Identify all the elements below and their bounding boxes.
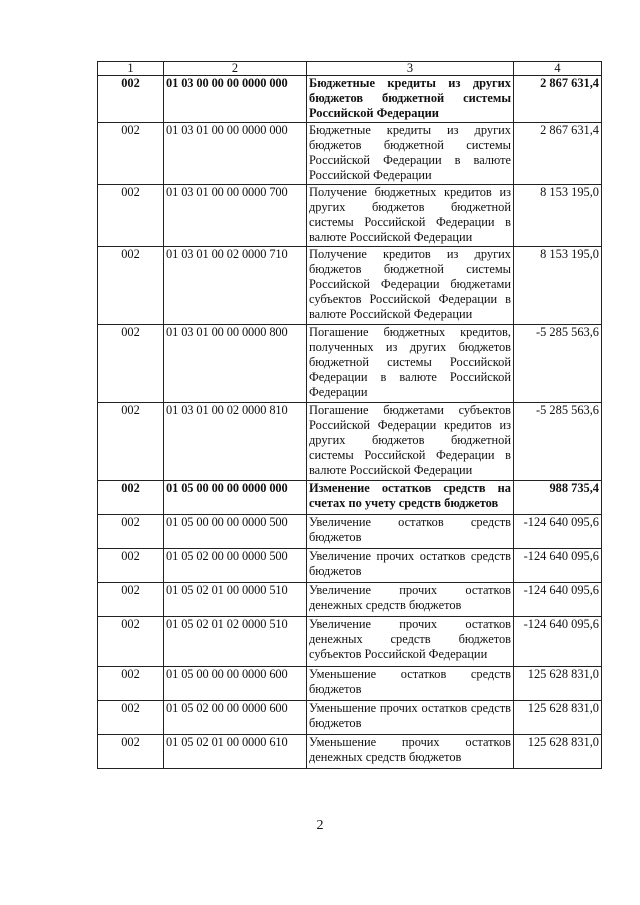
- description-cell: Уменьшение прочих остатков средств бюджетов: [307, 700, 514, 734]
- budget-code-cell: 01 05 02 00 00 0000 500: [164, 548, 307, 582]
- budget-code-cell: 01 05 00 00 00 0000 600: [164, 666, 307, 700]
- table-row: [98, 246, 602, 324]
- budget-code-cell: 01 05 02 01 00 0000 510: [164, 582, 307, 616]
- column-header-3: 3: [307, 62, 514, 76]
- row-number-cell: 002: [98, 582, 164, 616]
- table-row: [98, 666, 602, 700]
- row-number-cell: 002: [98, 700, 164, 734]
- row-number-cell: 002: [98, 246, 164, 324]
- table-row: [98, 76, 602, 123]
- row-number-cell: 002: [98, 402, 164, 480]
- amount-cell: 125 628 831,0: [514, 700, 602, 734]
- description-cell: Изменение остатков средств на счетах по учету средств бюджетов: [307, 480, 514, 514]
- description-cell: Увеличение остатков средств бюджетов: [307, 514, 514, 548]
- amount-cell: 8 153 195,0: [514, 184, 602, 246]
- table-row: [98, 480, 602, 514]
- row-number-cell: 002: [98, 666, 164, 700]
- table-row: [98, 122, 602, 184]
- budget-code-cell: 01 03 01 00 00 0000 000: [164, 122, 307, 184]
- budget-code-cell: 01 05 02 01 02 0000 510: [164, 616, 307, 666]
- table-row: [98, 616, 602, 666]
- row-number-cell: 002: [98, 480, 164, 514]
- description-cell: Погашение бюджетами субъектов Российской Федерации кредитов из других бюджетов бюджетной системы Российской Федерации в валюте Российской Федерации: [307, 402, 514, 480]
- description-cell: Бюджетные кредиты из других бюджетов бюджетной системы Российской Федерации: [307, 76, 514, 123]
- amount-cell: 2 867 631,4: [514, 122, 602, 184]
- row-number-cell: 002: [98, 616, 164, 666]
- table-body: [98, 76, 602, 769]
- description-cell: Увеличение прочих остатков денежных средств бюджетов субъектов Российской Федерации: [307, 616, 514, 666]
- description-cell: Получение бюджетных кредитов из других бюджетов бюджетной системы Российской Федерации в валюте Российской Федерации: [307, 184, 514, 246]
- amount-cell: 988 735,4: [514, 480, 602, 514]
- amount-cell: -124 640 095,6: [514, 548, 602, 582]
- row-number-cell: 002: [98, 548, 164, 582]
- amount-cell: -5 285 563,6: [514, 324, 602, 402]
- column-header-4: 4: [514, 62, 602, 76]
- row-number-cell: 002: [98, 184, 164, 246]
- amount-cell: -124 640 095,6: [514, 582, 602, 616]
- row-number-cell: 002: [98, 514, 164, 548]
- amount-cell: 8 153 195,0: [514, 246, 602, 324]
- amount-cell: -5 285 563,6: [514, 402, 602, 480]
- amount-cell: 2 867 631,4: [514, 76, 602, 123]
- row-number-cell: 002: [98, 734, 164, 768]
- page-number: 2: [316, 818, 324, 833]
- description-cell: Погашение бюджетных кредитов, полученных из других бюджетов бюджетной системы Российской Федерации в валюте Российской Федерации: [307, 324, 514, 402]
- description-cell: Увеличение прочих остатков средств бюджетов: [307, 548, 514, 582]
- table-row: [98, 734, 602, 768]
- budget-code-cell: 01 03 01 00 02 0000 810: [164, 402, 307, 480]
- row-number-cell: 002: [98, 76, 164, 123]
- budget-code-cell: 01 05 00 00 00 0000 500: [164, 514, 307, 548]
- amount-cell: 125 628 831,0: [514, 666, 602, 700]
- description-cell: Уменьшение остатков средств бюджетов: [307, 666, 514, 700]
- column-header-1: 1: [98, 62, 164, 76]
- description-cell: Уменьшение прочих остатков денежных средств бюджетов: [307, 734, 514, 768]
- table-row: [98, 184, 602, 246]
- budget-code-cell: 01 03 01 00 00 0000 700: [164, 184, 307, 246]
- amount-cell: 125 628 831,0: [514, 734, 602, 768]
- table-row: [98, 402, 602, 480]
- amount-cell: -124 640 095,6: [514, 616, 602, 666]
- column-header-2: 2: [164, 62, 307, 76]
- budget-code-cell: 01 05 02 00 00 0000 600: [164, 700, 307, 734]
- budget-code-cell: 01 03 00 00 00 0000 000: [164, 76, 307, 123]
- budget-sources-table: [97, 61, 602, 769]
- row-number-cell: 002: [98, 324, 164, 402]
- budget-code-cell: 01 03 01 00 00 0000 800: [164, 324, 307, 402]
- table-row: [98, 324, 602, 402]
- description-cell: Получение кредитов из других бюджетов бюджетной системы Российской Федерации бюджетами субъектов Российской Федерации в валюте Российской Федерации: [307, 246, 514, 324]
- budget-code-cell: 01 05 02 01 00 0000 610: [164, 734, 307, 768]
- amount-cell: -124 640 095,6: [514, 514, 602, 548]
- table-row: [98, 548, 602, 582]
- description-cell: Бюджетные кредиты из других бюджетов бюджетной системы Российской Федерации в валюте Российской Федерации: [307, 122, 514, 184]
- table-row: [98, 514, 602, 548]
- table-row: [98, 700, 602, 734]
- budget-code-cell: 01 03 01 00 02 0000 710: [164, 246, 307, 324]
- description-cell: Увеличение прочих остатков денежных средств бюджетов: [307, 582, 514, 616]
- row-number-cell: 002: [98, 122, 164, 184]
- table-header-row: [98, 62, 602, 76]
- table-row: [98, 582, 602, 616]
- budget-code-cell: 01 05 00 00 00 0000 000: [164, 480, 307, 514]
